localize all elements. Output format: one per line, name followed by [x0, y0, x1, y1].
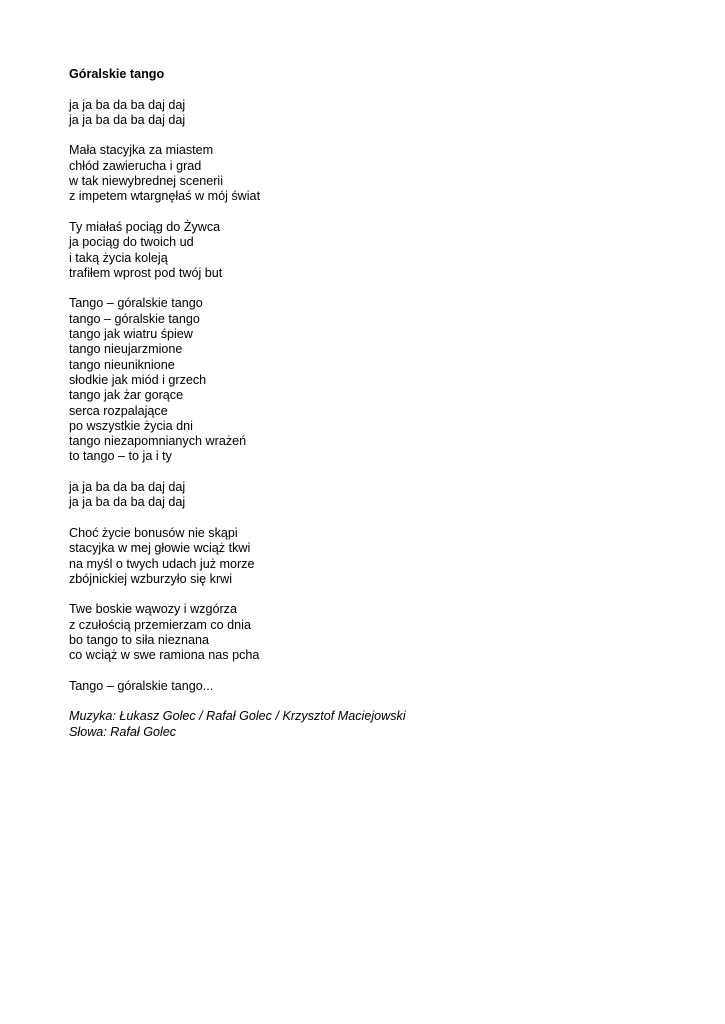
lyric-line: i taką życia koleją — [69, 250, 168, 265]
lyrics-credit: Słowa: Rafał Golec — [69, 724, 177, 739]
lyric-line: tango niezapomnianych wrażeń — [69, 434, 247, 449]
lyric-line: ja ja ba da ba daj daj — [69, 495, 186, 510]
lyrics-page — [69, 67, 689, 740]
stanza — [69, 679, 689, 694]
lyric-line: ja ja ba da ba daj daj — [69, 480, 186, 495]
lyric-line: Ty miałaś pociąg do Żywca — [69, 219, 221, 234]
stanza-chorus — [69, 296, 689, 464]
stanza — [69, 526, 689, 587]
stanza — [69, 98, 689, 129]
lyric-line: Choć życie bonusów nie skąpi — [69, 525, 238, 540]
lyric-line: tango jak wiatru śpiew — [69, 327, 193, 342]
lyric-line: ja ja ba da ba daj daj — [69, 112, 186, 127]
lyric-line: Tango – góralskie tango — [69, 296, 203, 311]
lyric-line: serca rozpalające — [69, 403, 168, 418]
lyric-line: ja pociąg do twoich ud — [69, 235, 194, 250]
music-credit: Muzyka: Łukasz Golec / Rafał Golec / Krzysztof Maciejowski — [69, 709, 406, 724]
stanza — [69, 143, 689, 204]
lyric-line: słodkie jak miód i grzech — [69, 372, 207, 387]
lyric-line: co wciąż w swe ramiona nas pcha — [69, 648, 260, 663]
lyric-line: tango jak żar gorące — [69, 388, 184, 403]
stanza — [69, 480, 689, 511]
lyric-line: z impetem wtargnęłaś w mój świat — [69, 189, 261, 204]
lyric-line: w tak niewybrednej scenerii — [69, 174, 223, 189]
lyric-line: na myśl o twych udach już morze — [69, 556, 255, 571]
lyric-line: to tango – to ja i ty — [69, 449, 172, 464]
stanza — [69, 602, 689, 663]
lyric-line: chłód zawierucha i grad — [69, 158, 202, 173]
stanza — [69, 220, 689, 281]
lyric-line: tango nieuniknione — [69, 357, 175, 372]
lyric-line: ja ja ba da ba daj daj — [69, 97, 186, 112]
lyric-line: tango – góralskie tango — [69, 311, 200, 326]
lyric-line: zbójnickiej wzburzyło się krwi — [69, 571, 233, 586]
credits — [69, 709, 689, 740]
lyric-line: trafiłem wprost pod twój but — [69, 265, 223, 280]
lyric-line: bo tango to siła nieznana — [69, 632, 210, 647]
lyric-line: Mała stacyjka za miastem — [69, 143, 214, 158]
lyric-line: Tango – góralskie tango... — [69, 678, 214, 693]
lyric-line: tango nieujarzmione — [69, 342, 183, 357]
lyric-line: po wszystkie życia dni — [69, 418, 193, 433]
song-title: Góralskie tango — [69, 67, 165, 81]
lyric-line: stacyjka w mej głowie wciąż tkwi — [69, 541, 251, 556]
lyric-line: Twe boskie wąwozy i wzgórza — [69, 602, 237, 617]
lyric-line: z czułością przemierzam co dnia — [69, 617, 251, 632]
